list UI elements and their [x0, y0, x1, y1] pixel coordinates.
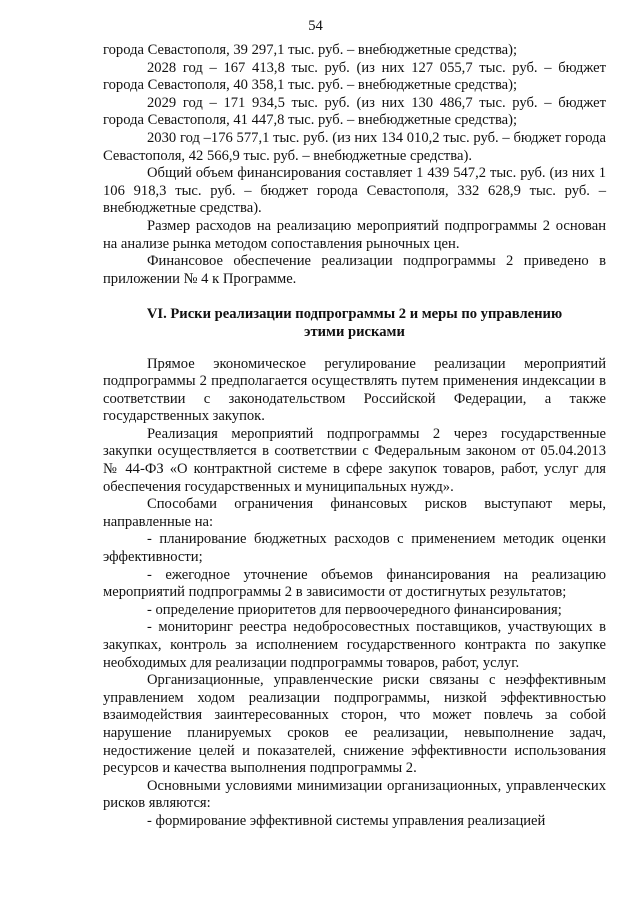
paragraph: Организационные, управленческие риски связаны с неэффективным управлением ходом реализации подпрограммы, низкой эффективностью взаимодействия заинтересованных сторон, что может повлечь за собой нарушение планируемых сроков ее реализации, невыполнение задач, недостижение целей и показателей, снижение эффективности использования ресурсов и качества выполнения подпрограммы 2.: [103, 672, 606, 777]
paragraph: Способами ограничения финансовых рисков выступают меры, направленные на:: [103, 496, 606, 530]
paragraph: 2029 год – 171 934,5 тыс. руб. (из них 130 486,7 тыс. руб. – бюджет города Севастополя, 41 447,8 тыс. руб. – внебюджетные средства);: [103, 94, 606, 129]
paragraph: Финансовое обеспечение реализации подпрограммы 2 приведено в приложении № 4 к Программе.: [103, 253, 606, 287]
paragraph: - мониторинг реестра недобросовестных поставщиков, участвующих в закупках, контроль за исполнением государственного контракта по закупке необходимых для реализации подпрограммы товаров, работ, услуг.: [103, 619, 606, 671]
paragraph: Размер расходов на реализацию мероприятий подпрограммы 2 основан на анализе рынка методом сопоставления рыночных цен.: [103, 217, 606, 252]
paragraph: Прямое экономическое регулирование реализации мероприятий подпрограммы 2 предполагается осуществлять путем применения индексации в соответствии с законодательством Российской Федерации, а также государственных закупок.: [103, 355, 606, 425]
paragraph: - ежегодное уточнение объемов финансирования на реализацию мероприятий подпрограммы 2 в зависимости от достигнутых результатов;: [103, 566, 606, 601]
paragraph: - планирование бюджетных расходов с применением методик оценки эффективности;: [103, 531, 606, 566]
paragraph: - определение приоритетов для первоочередного финансирования;: [147, 601, 562, 618]
paragraph: Реализация мероприятий подпрограммы 2 через государственные закупки осуществляется в соответствии с Федеральным законом от 05.04.2013 № 44-ФЗ «О контрактной системе в сфере закупок товаров, работ, услуг для обеспечения государственных и муниципальных нужд».: [103, 425, 606, 495]
document-body: [103, 42, 606, 831]
section-heading-line2: этими рисками: [304, 323, 405, 340]
section-heading-line1: VI. Риски реализации подпрограммы 2 и меры по управлению: [146, 306, 563, 323]
financing-section: [103, 42, 606, 288]
risks-section: [103, 356, 606, 831]
paragraph: Основными условиями минимизации организационных, управленческих рисков являются:: [103, 777, 606, 812]
paragraph: - формирование эффективной системы управления реализацией: [147, 812, 546, 829]
section-heading: [103, 306, 606, 341]
paragraph: Общий объем финансирования составляет 1 439 547,2 тыс. руб. (из них 1 106 918,3 тыс. руб. – бюджет города Севастополя, 332 628,9 тыс. руб. – внебюджетные средства).: [103, 165, 606, 217]
paragraph: 2028 год – 167 413,8 тыс. руб. (из них 127 055,7 тыс. руб. – бюджет города Севастополя, 40 358,1 тыс. руб. – внебюджетные средства);: [103, 59, 606, 94]
page-number: 54: [308, 18, 323, 34]
paragraph: 2030 год –176 577,1 тыс. руб. (из них 134 010,2 тыс. руб. – бюджет города Севастополя, 42 566,9 тыс. руб. – внебюджетные средства).: [103, 129, 606, 164]
paragraph: города Севастополя, 39 297,1 тыс. руб. – внебюджетные средства);: [103, 42, 518, 58]
